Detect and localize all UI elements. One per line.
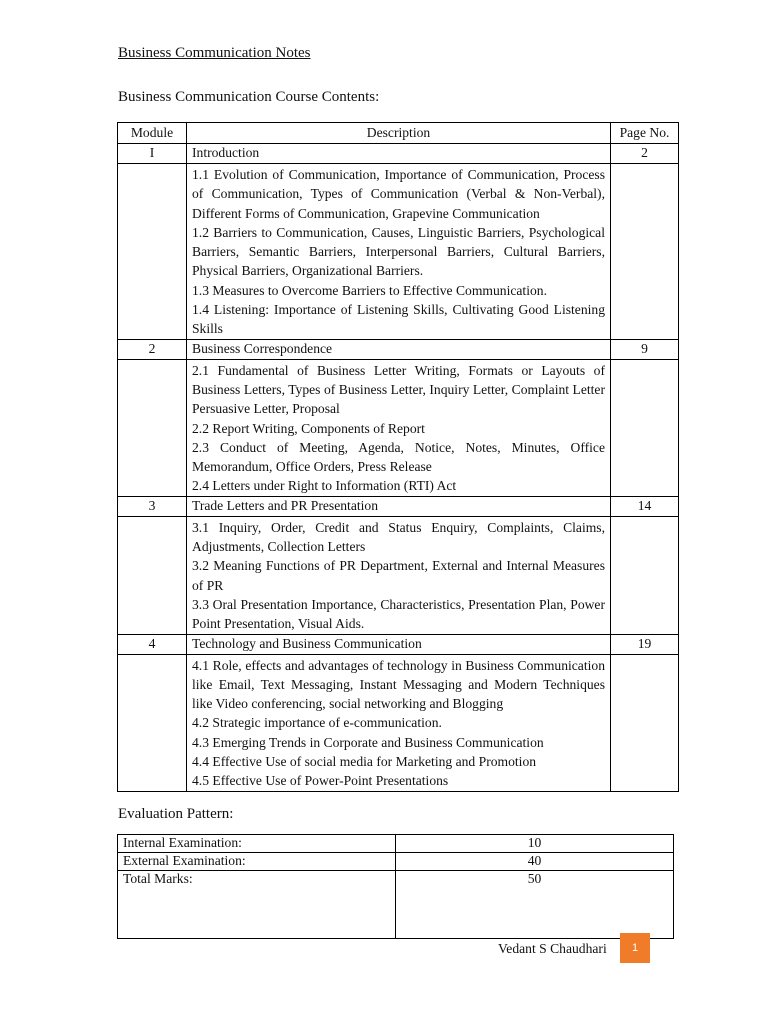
topic-item: 4.1 Role, effects and advantages of technology in Business Communication like Email, Text Messaging, Instant Messaging and Modern Techniques like Video conferencing, social networking and Blogging <box>192 657 605 712</box>
evaluation-label: Total Marks: <box>118 871 396 939</box>
module-title: Introduction <box>187 144 611 164</box>
evaluation-value: 10 <box>396 835 674 853</box>
empty-cell <box>118 164 187 340</box>
topic-item: 1.1 Evolution of Communication, Importance of Communication, Process of Communication, Types of Communication (Verbal & Non-Verbal), Different Forms of Communication, Grapevine Communication <box>192 167 605 221</box>
evaluation-row <box>118 853 674 871</box>
module-topics <box>187 164 611 340</box>
module-page-number: 14 <box>611 496 679 516</box>
module-topics <box>187 516 611 634</box>
module-topics <box>187 359 611 496</box>
module-column-header: Module <box>118 123 187 144</box>
module-topics-row <box>118 654 679 791</box>
module-title-row <box>118 339 679 359</box>
evaluation-row <box>118 835 674 853</box>
module-title: Trade Letters and PR Presentation <box>187 496 611 516</box>
module-topics-row <box>118 359 679 496</box>
module-page-number: 2 <box>611 144 679 164</box>
module-topics-row <box>118 516 679 634</box>
evaluation-label: Internal Examination: <box>118 835 396 853</box>
module-title-row <box>118 496 679 516</box>
topic-item: 1.3 Measures to Overcome Barriers to Effective Communication. <box>192 282 547 298</box>
topic-item: 3.2 Meaning Functions of PR Department, External and Internal Measures of PR <box>192 558 605 593</box>
topic-item: 2.4 Letters under Right to Information (RTI) Act <box>192 478 457 494</box>
course-contents-heading: Business Communication Course Contents: <box>118 89 380 105</box>
topic-item: 4.2 Strategic importance of e-communication. <box>192 715 442 731</box>
topic-item: 2.1 Fundamental of Business Letter Writing, Formats or Layouts of Business Letters, Types of Business Letter, Inquiry Letter, Complaint Letter Persuasive Letter, Proposal <box>192 362 605 417</box>
empty-cell <box>611 654 679 791</box>
module-number: 2 <box>118 339 187 359</box>
module-title-row <box>118 634 679 654</box>
table-header-row <box>118 123 679 144</box>
module-title: Business Correspondence <box>187 339 611 359</box>
course-contents-table <box>117 122 679 792</box>
topic-item: 4.4 Effective Use of social media for Marketing and Promotion <box>192 754 537 770</box>
page-column-header: Page No. <box>611 123 679 144</box>
module-number: I <box>118 144 187 164</box>
module-number: 3 <box>118 496 187 516</box>
empty-cell <box>118 359 187 496</box>
empty-cell <box>118 516 187 634</box>
topic-item: 4.5 Effective Use of Power-Point Presentations <box>192 773 449 789</box>
module-page-number: 9 <box>611 339 679 359</box>
module-topics-row <box>118 164 679 340</box>
topic-item: 4.3 Emerging Trends in Corporate and Business Communication <box>192 734 544 750</box>
description-column-header: Description <box>187 123 611 144</box>
topic-item: 3.3 Oral Presentation Importance, Characteristics, Presentation Plan, Power Point Presentation, Visual Aids. <box>192 596 605 632</box>
topic-item: 2.2 Report Writing, Components of Report <box>192 420 425 436</box>
evaluation-label: External Examination: <box>118 853 396 871</box>
module-title-row <box>118 144 679 164</box>
footer-author: Vedant S Chaudhari <box>498 941 607 956</box>
evaluation-row <box>118 871 674 939</box>
module-number: 4 <box>118 634 187 654</box>
topic-item: 1.2 Barriers to Communication, Causes, Linguistic Barriers, Psychological Barriers, Semantic Barriers, Interpersonal Barriers, Cultural Barriers, Physical Barriers, Organizational Barriers. <box>192 224 605 279</box>
module-topics <box>187 654 611 791</box>
document-title: Business Communication Notes <box>118 45 311 61</box>
topic-item: 1.4 Listening: Importance of Listening Skills, Cultivating Good Listening Skills <box>192 302 605 337</box>
evaluation-value: 50 <box>396 871 674 939</box>
page-number-badge: 1 <box>620 933 650 963</box>
evaluation-value: 40 <box>396 853 674 871</box>
evaluation-pattern-heading: Evaluation Pattern: <box>118 806 234 822</box>
empty-cell <box>611 164 679 340</box>
evaluation-table <box>117 834 674 939</box>
empty-cell <box>611 516 679 634</box>
topic-item: 3.1 Inquiry, Order, Credit and Status Enquiry, Complaints, Claims, Adjustments, Collection Letters <box>192 519 605 555</box>
module-page-number: 19 <box>611 634 679 654</box>
empty-cell <box>611 359 679 496</box>
empty-cell <box>118 654 187 791</box>
module-title: Technology and Business Communication <box>187 634 611 654</box>
topic-item: 2.3 Conduct of Meeting, Agenda, Notice, Notes, Minutes, Office Memorandum, Office Orders, Press Release <box>192 439 605 475</box>
